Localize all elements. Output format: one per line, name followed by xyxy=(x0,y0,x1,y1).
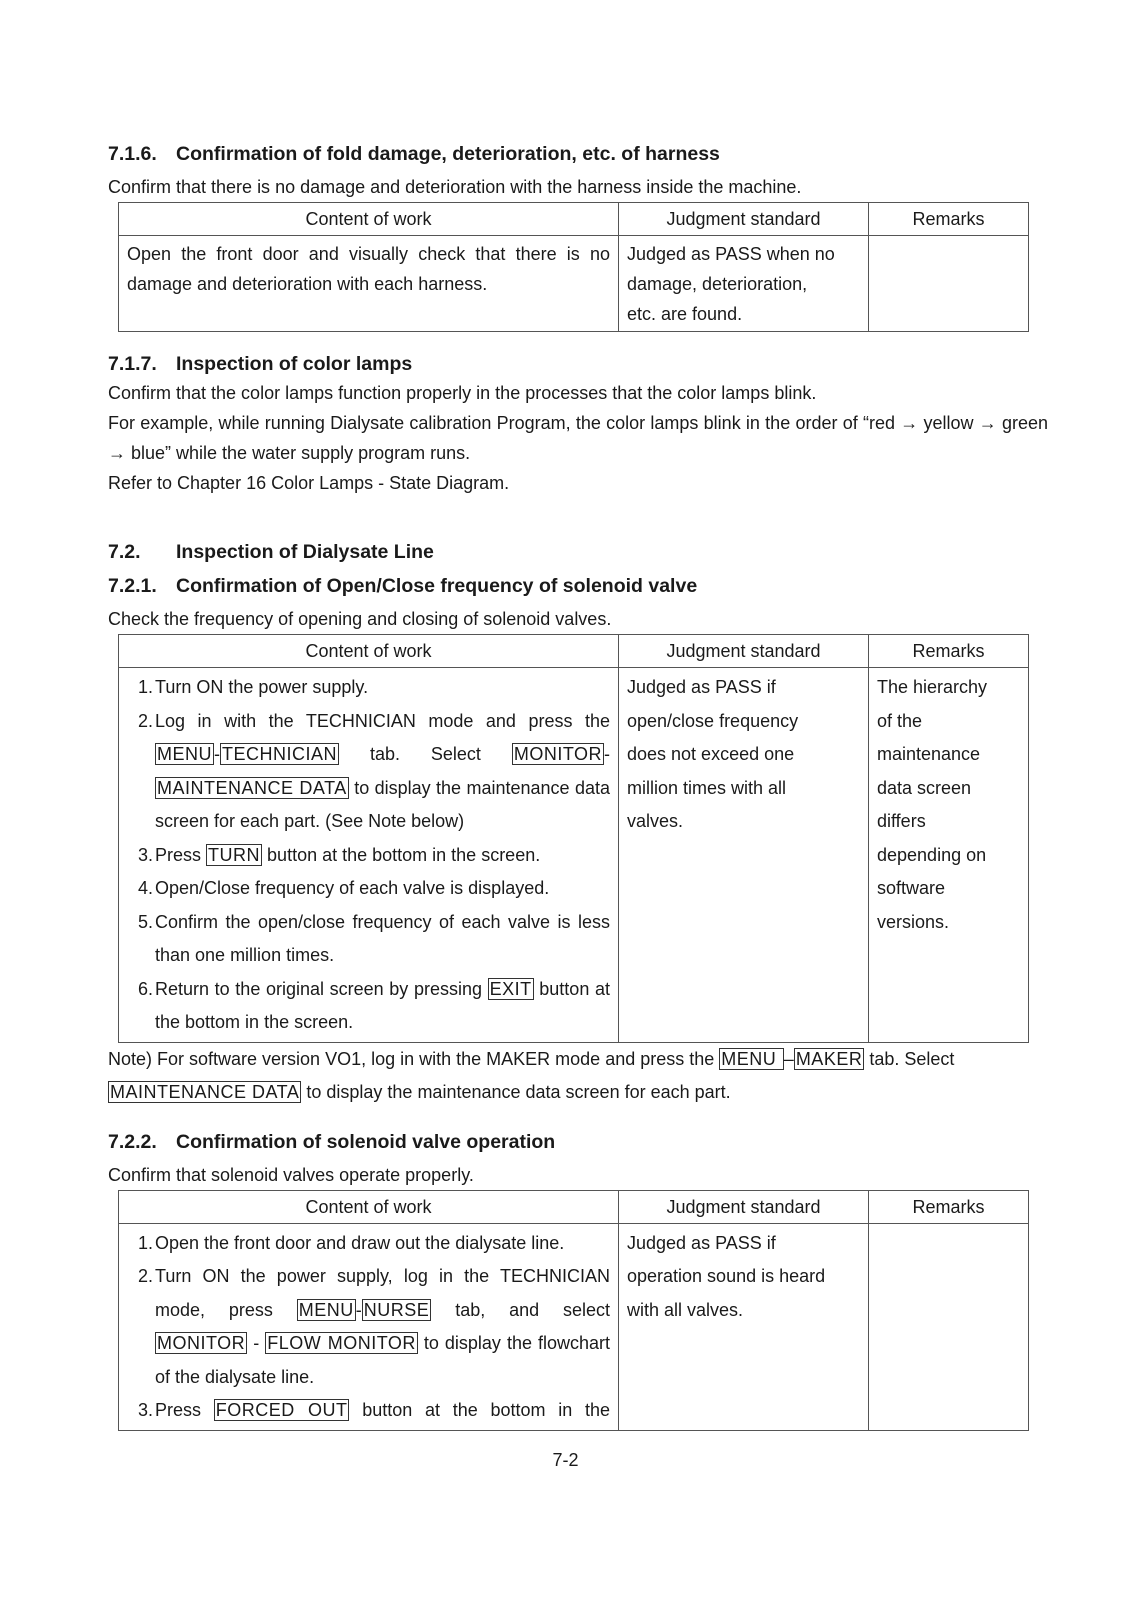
judgment-cell xyxy=(619,1223,869,1430)
remarks-line: data screen xyxy=(877,777,972,798)
header-judgment-standard: Judgment standard xyxy=(619,1190,869,1223)
step-text-part: Log in with the TECHNICIAN mode and press the xyxy=(155,710,610,731)
step-text: Confirm the open/close frequency of each valve is less than one million times. xyxy=(155,911,610,965)
table-header-row xyxy=(119,1190,1029,1223)
menu-key-label: MENU xyxy=(157,744,212,764)
maker-key-label: MAKER xyxy=(795,1048,863,1069)
separator: - xyxy=(604,744,610,764)
judgment-line: Judged as PASS if xyxy=(627,677,776,697)
judgment-line: does not exceed one xyxy=(627,744,795,764)
header-content-of-work: Content of work xyxy=(119,203,619,236)
separator: - xyxy=(253,1333,260,1353)
remarks-line: differs xyxy=(877,811,926,831)
table-row xyxy=(119,1223,1029,1430)
section-intro: Confirm that solenoid valves operate properly. xyxy=(108,1164,474,1185)
judgment-line: damage, deterioration, xyxy=(627,274,808,294)
content-cell xyxy=(119,1223,619,1430)
remarks-line: maintenance xyxy=(877,744,981,764)
exit-key-label: EXIT xyxy=(489,978,532,999)
content-cell xyxy=(119,668,619,1043)
header-remarks: Remarks xyxy=(869,635,1029,668)
section-heading-7-2-2 xyxy=(108,1128,1048,1156)
section-number: 7.1.6. xyxy=(108,143,157,165)
step-text-part: tab, and select xyxy=(455,1299,610,1320)
step-text xyxy=(155,839,610,873)
table-row xyxy=(119,236,1029,332)
step-item: 3. Press TURN button at the bottom in the screen. xyxy=(127,839,610,873)
content-line: damage and deterioration with each harness. xyxy=(127,274,488,294)
content-line: Open the front door and visually check that there is no xyxy=(127,244,610,264)
forced-out-key-label: FORCED OUT xyxy=(215,1400,348,1420)
step-item: 2. Turn ON the power supply, log in the TECHNICIAN mode, press MENU - NURSE tab, and select MONITOR - FLOW MONITOR to display the flowchart of the dialysate line. xyxy=(127,1260,610,1394)
paragraph: For example, while running Dialysate calibration Program, the color lamps blink in the order of “red → yellow → green → blue” while the water supply program runs. xyxy=(108,413,1048,463)
judgment-line: operation sound is heard xyxy=(627,1266,826,1286)
section-number: 7.1.7. xyxy=(108,353,157,375)
inspection-table-7-2-2 xyxy=(118,1190,1029,1431)
judgment-cell xyxy=(619,668,869,1043)
judgment-cell xyxy=(619,236,869,332)
judgment-line: Judged as PASS if xyxy=(627,1232,776,1253)
step-item: 3. Press FORCED OUT button at the bottom in the xyxy=(127,1394,610,1428)
content-cell xyxy=(119,236,619,332)
inspection-table-7-2-1 xyxy=(118,634,1029,1043)
table-header-row xyxy=(119,203,1029,236)
step-item: 1. Turn ON the power supply. xyxy=(127,671,610,705)
section-title: Inspection of Dialysate Line xyxy=(176,541,434,563)
paragraph: Refer to Chapter 16 Color Lamps - State Diagram. xyxy=(108,473,510,493)
judgment-line: etc. are found. xyxy=(627,304,743,324)
step-list xyxy=(127,1227,610,1428)
table-header-row xyxy=(119,635,1029,668)
step-item: 2. Log in with the TECHNICIAN mode and press the MENU - TECHNICIAN tab. Select MONITOR - MAINTENANCE DATA to display the maintenance data screen for each part. (See Note below) xyxy=(127,705,610,839)
menu-key-label: MENU xyxy=(298,1299,354,1320)
judgment-line: Judged as PASS when no xyxy=(627,244,835,264)
step-text-part: Turn ON the power supply, log in the TECHNICIAN mode, press xyxy=(155,1266,610,1320)
paragraph: Confirm that the color lamps function properly in the processes that the color lamps blink. xyxy=(108,383,817,403)
nurse-key-label: NURSE xyxy=(363,1299,430,1320)
maintenance-data-key-label: MAINTENANCE DATA xyxy=(110,1082,300,1102)
judgment-line: with all valves. xyxy=(627,1299,744,1320)
step-text xyxy=(155,973,610,1040)
section-title: Confirmation of fold damage, deterioration, etc. of harness xyxy=(176,143,720,165)
step-text-part: Press xyxy=(155,844,202,865)
step-text-part: button at the bottom in the xyxy=(362,1400,610,1420)
flow-monitor-key-label: FLOW MONITOR xyxy=(267,1333,416,1353)
section-heading-7-2-1 xyxy=(108,572,1048,600)
step-item: 5. Confirm the open/close frequency of each valve is less than one million times. xyxy=(127,906,610,973)
monitor-key-label: MONITOR xyxy=(157,1333,246,1353)
note-text-part: Note) For software version VO1, log in with the MAKER mode and press the xyxy=(108,1048,715,1069)
step-text-part: button at the bottom in the screen. xyxy=(267,844,541,865)
maintenance-data-key-label: MAINTENANCE DATA xyxy=(157,777,347,798)
step-text-part: button at the bottom in the screen. xyxy=(155,978,610,1032)
menu-key-label: MENU xyxy=(721,1048,782,1069)
step-text: Open/Close frequency of each valve is displayed. xyxy=(155,878,550,898)
section-title: Confirmation of solenoid valve operation xyxy=(176,1130,556,1153)
header-content-of-work: Content of work xyxy=(119,1190,619,1223)
separator: - xyxy=(355,1299,362,1320)
judgment-line: valves. xyxy=(627,811,684,831)
step-text xyxy=(155,1260,610,1394)
remarks-line: software xyxy=(877,878,946,898)
step-text-part: to display the maintenance data screen for each part. (See Note below) xyxy=(155,777,610,831)
remarks-line: depending on xyxy=(877,844,987,865)
separator: - xyxy=(214,744,220,764)
separator: – xyxy=(783,1048,794,1069)
step-text xyxy=(155,705,610,839)
header-remarks: Remarks xyxy=(869,1190,1029,1223)
page-number: 7-2 xyxy=(552,1450,579,1470)
remarks-cell xyxy=(869,668,1029,1043)
section-number: 7.2.1. xyxy=(108,575,157,597)
note-paragraph xyxy=(108,1043,1048,1110)
step-text-part: Return to the original screen by pressing xyxy=(155,978,482,999)
step-item: 6. Return to the original screen by pressing EXIT button at the bottom in the screen. xyxy=(127,973,610,1040)
section-title: Confirmation of Open/Close frequency of solenoid valve xyxy=(176,575,698,597)
judgment-line: million times with all xyxy=(627,777,787,798)
step-item: 1. Open the front door and draw out the dialysate line. xyxy=(127,1227,610,1261)
note-text-part: tab. Select xyxy=(869,1048,955,1069)
step-list xyxy=(127,671,610,1040)
step-item: 4. Open/Close frequency of each valve is displayed. xyxy=(127,872,610,906)
section-number: 7.2. xyxy=(108,541,141,563)
section-number: 7.2.2. xyxy=(108,1130,157,1153)
judgment-line: open/close frequency xyxy=(627,710,799,731)
remarks-line: versions. xyxy=(877,911,950,932)
step-text: Open the front door and draw out the dialysate line. xyxy=(155,1232,565,1253)
monitor-key-label: MONITOR xyxy=(513,744,602,764)
section-title: Inspection of color lamps xyxy=(176,353,413,375)
table-row xyxy=(119,668,1029,1043)
remarks-cell xyxy=(869,236,1029,332)
note-text-part: to display the maintenance data screen for each part. xyxy=(306,1082,731,1102)
document-page xyxy=(108,140,1048,1431)
section-intro: Check the frequency of opening and closing of solenoid valves. xyxy=(108,609,612,629)
header-remarks: Remarks xyxy=(869,203,1029,236)
section-heading-7-1-6 xyxy=(108,140,1048,168)
technician-key-label: TECHNICIAN xyxy=(222,744,338,764)
step-text: Turn ON the power supply. xyxy=(155,677,369,697)
header-judgment-standard: Judgment standard xyxy=(619,203,869,236)
inspection-table-7-1-6 xyxy=(118,202,1029,332)
section-intro: Confirm that there is no damage and deterioration with the harness inside the machine. xyxy=(108,177,802,197)
section-heading-7-2 xyxy=(108,538,1048,566)
step-text-part: Press xyxy=(155,1400,202,1420)
section-heading-7-1-7 xyxy=(108,350,1048,378)
remarks-line: The hierarchy xyxy=(877,677,988,697)
header-judgment-standard: Judgment standard xyxy=(619,635,869,668)
turn-key-label: TURN xyxy=(208,844,261,865)
step-text xyxy=(155,1394,610,1428)
remarks-line: of the xyxy=(877,710,923,731)
remarks-cell xyxy=(869,1223,1029,1430)
header-content-of-work: Content of work xyxy=(119,635,619,668)
step-text-part: to display the flowchart of the dialysate line. xyxy=(155,1333,610,1387)
step-text-part: tab. Select xyxy=(369,744,481,764)
